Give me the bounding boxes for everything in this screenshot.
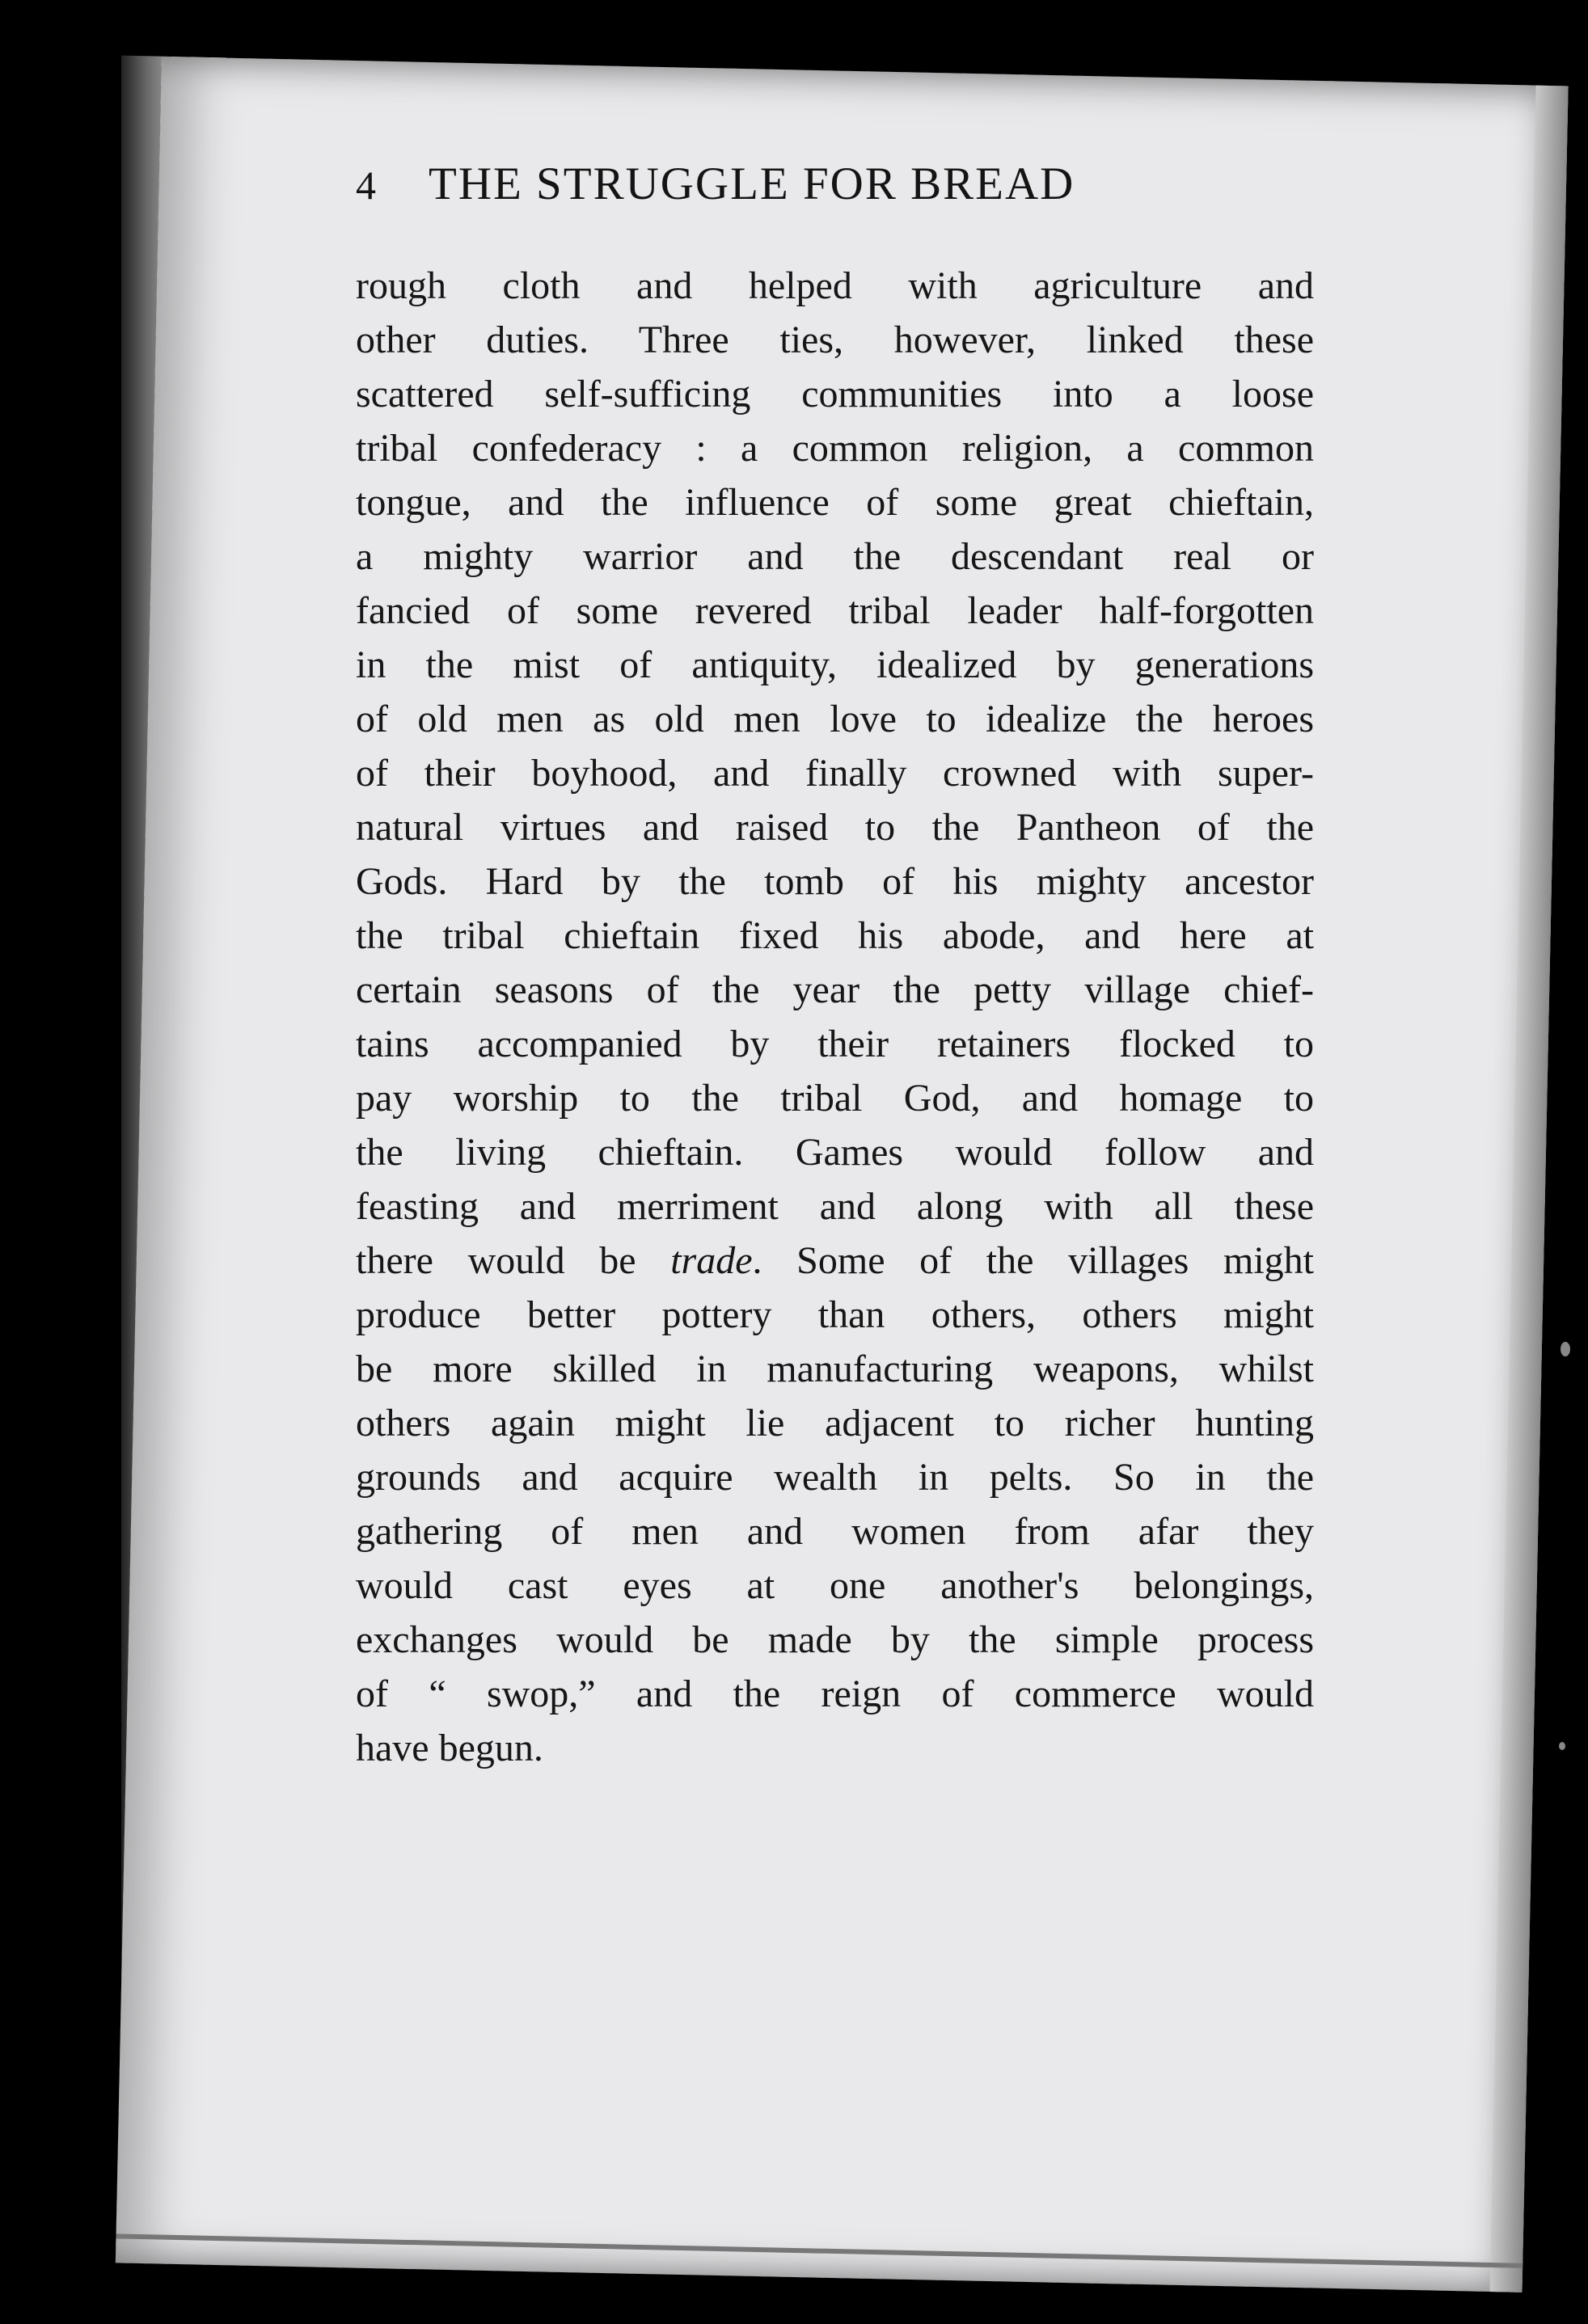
text-line: feasting and merriment and along with all these xyxy=(356,1185,1314,1228)
text-line: grounds and acquire wealth in pelts. So in the xyxy=(356,1456,1314,1499)
text-line: of old men as old men love to idealize the heroes xyxy=(356,698,1314,740)
running-head xyxy=(356,158,1407,210)
page-edge xyxy=(1489,86,1568,2292)
text-line: would cast eyes at one another's belongings, xyxy=(356,1564,1314,1607)
page-number: 4 xyxy=(356,162,376,208)
text-line: a mighty warrior and the descendant real or xyxy=(356,535,1314,578)
text-line: fancied of some revered tribal leader half-forgotten xyxy=(356,589,1314,632)
dust-speck xyxy=(1561,1342,1570,1356)
text-line: of “ swop,” and the reign of commerce would xyxy=(356,1672,1314,1715)
text-line: in the mist of antiquity, idealized by generations xyxy=(356,643,1314,686)
emphasis: trade xyxy=(670,1239,753,1282)
text-line: tribal confederacy : a common religion, a common xyxy=(356,427,1314,470)
text-line: the tribal chieftain fixed his abode, and here at xyxy=(356,914,1314,957)
text-line: be more skilled in manufacturing weapons, whilst xyxy=(356,1348,1314,1390)
text-line: there would be trade. Some of the villages might xyxy=(356,1239,1315,1282)
text-line: others again might lie adjacent to richer hunting xyxy=(356,1402,1314,1445)
text-line: other duties. Three ties, however, linked these xyxy=(356,318,1314,361)
text-line: natural virtues and raised to the Pantheon of the xyxy=(356,806,1314,849)
text-line: tongue, and the influence of some great chieftain, xyxy=(356,481,1314,524)
text-line: pay worship to the tribal God, and homage to xyxy=(356,1077,1314,1120)
text-line: gathering of men and women from afar they xyxy=(356,1510,1314,1553)
text-line: tains accompanied by their retainers flocked to xyxy=(356,1023,1314,1065)
text-line: Gods. Hard by the tomb of his mighty ancestor xyxy=(356,860,1314,903)
text-line: certain seasons of the year the petty village chief- xyxy=(356,968,1314,1011)
text-line: produce better pottery than others, others might xyxy=(356,1293,1314,1336)
text-line: exchanges would be made by the simple process xyxy=(356,1618,1314,1661)
running-title: THE STRUGGLE FOR BREAD xyxy=(429,158,1075,209)
text-line: of their boyhood, and finally crowned with super- xyxy=(356,752,1314,795)
text-line: rough cloth and helped with agriculture and xyxy=(356,264,1314,307)
page-bottom-edge xyxy=(116,2233,1523,2267)
text-line: the living chieftain. Games would follow and xyxy=(356,1131,1314,1174)
dust-speck xyxy=(1559,1742,1565,1750)
text-line: scattered self-sufficing communities into a loose xyxy=(356,373,1314,415)
text-line: have begun. xyxy=(356,1727,543,1769)
body-text xyxy=(356,259,1314,1775)
